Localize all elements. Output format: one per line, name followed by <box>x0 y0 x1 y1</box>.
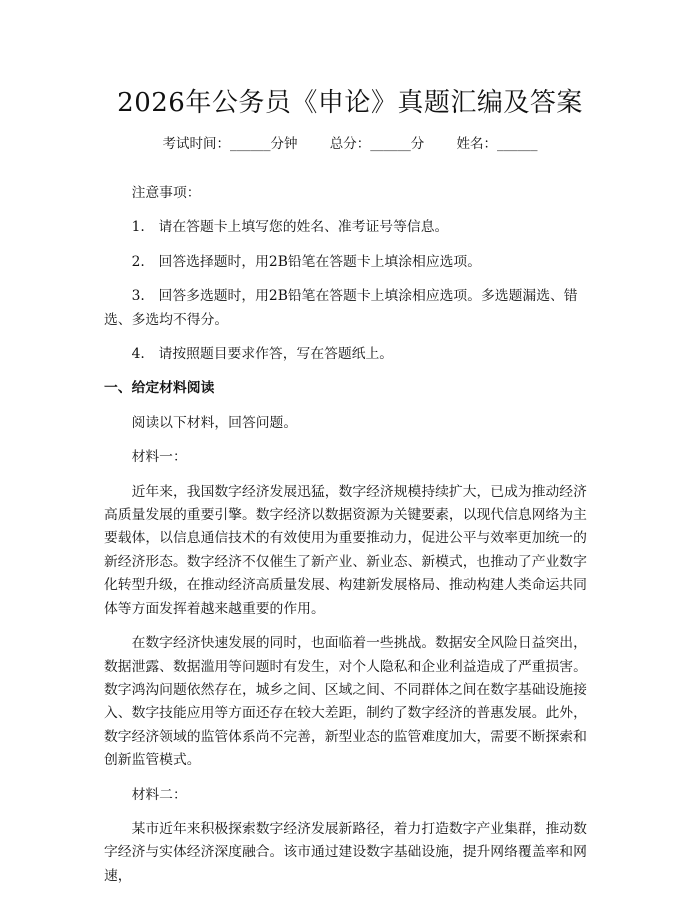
material-2-label: 材料二： <box>131 786 187 803</box>
document-body <box>104 182 596 888</box>
notice-item-2: 2. 回答选择题时，用2B铅笔在答题卡上填涂相应选项。 <box>131 253 482 270</box>
exam-time-field: 考试时间：______分钟 <box>162 136 298 152</box>
document-title: 2026年公务员《申论》真题汇编及答案 <box>117 88 583 118</box>
notice-item-3: 3. 回答多选题时，用2B铅笔在答题卡上填涂相应选项。多选题漏选、错选、多选均不得分。 <box>104 288 578 328</box>
material-1-paragraph-2: 在数字经济快速发展的同时，也面临着一些挑战。数据安全风险日益突出，数据泄露、数据滥用等问题时有发生，对个人隐私和企业利益造成了严重损害。数字鸿沟问题依然存在，城乡之间、区域之间、不同群体之间在数字基础设施接入、数字技能应用等方面还存在较大差距，制约了数字经济的普惠发展。此外，数字经济领域的监管体系尚不完善，新型业态的监管难度加大，需要不断探索和创新监管模式。 <box>104 635 587 769</box>
notice-item-4: 4. 请按照题目要求作答，写在答题纸上。 <box>131 346 394 363</box>
total-score-field: 总分：______分 <box>329 136 425 152</box>
material-1-label: 材料一： <box>131 449 187 466</box>
notice-item-1: 1. 请在答题卡上填写您的姓名、准考证号等信息。 <box>131 219 449 236</box>
name-field: 姓名：______ <box>456 136 538 152</box>
notice-heading: 注意事项： <box>131 185 201 201</box>
section-intro: 阅读以下材料，回答问题。 <box>131 414 298 431</box>
section-heading: 一、给定材料阅读 <box>104 380 215 397</box>
exam-meta-line <box>0 132 700 152</box>
material-1-paragraph-1: 近年来，我国数字经济发展迅猛，数字经济规模持续扩大，已成为推动经济高质量发展的重要引擎。数字经济以数据资源为关键要素，以现代信息网络为主要载体，以信息通信技术的有效使用为重要推动力，促进公平与效率更加统一的新经济形态。数字经济不仅催生了新产业、新业态、新模式，也推动了产业数字化转型升级，在推动经济高质量发展、构建新发展格局、推动构建人类命运共同体等方面发挥着越来越重要的作用。 <box>104 483 587 617</box>
material-2-paragraph-1: 某市近年来积极探索数字经济发展新路径，着力打造数字产业集群，推动数字经济与实体经济深度融合。该市通过建设数字基础设施，提升网络覆盖率和网速， <box>104 820 587 884</box>
